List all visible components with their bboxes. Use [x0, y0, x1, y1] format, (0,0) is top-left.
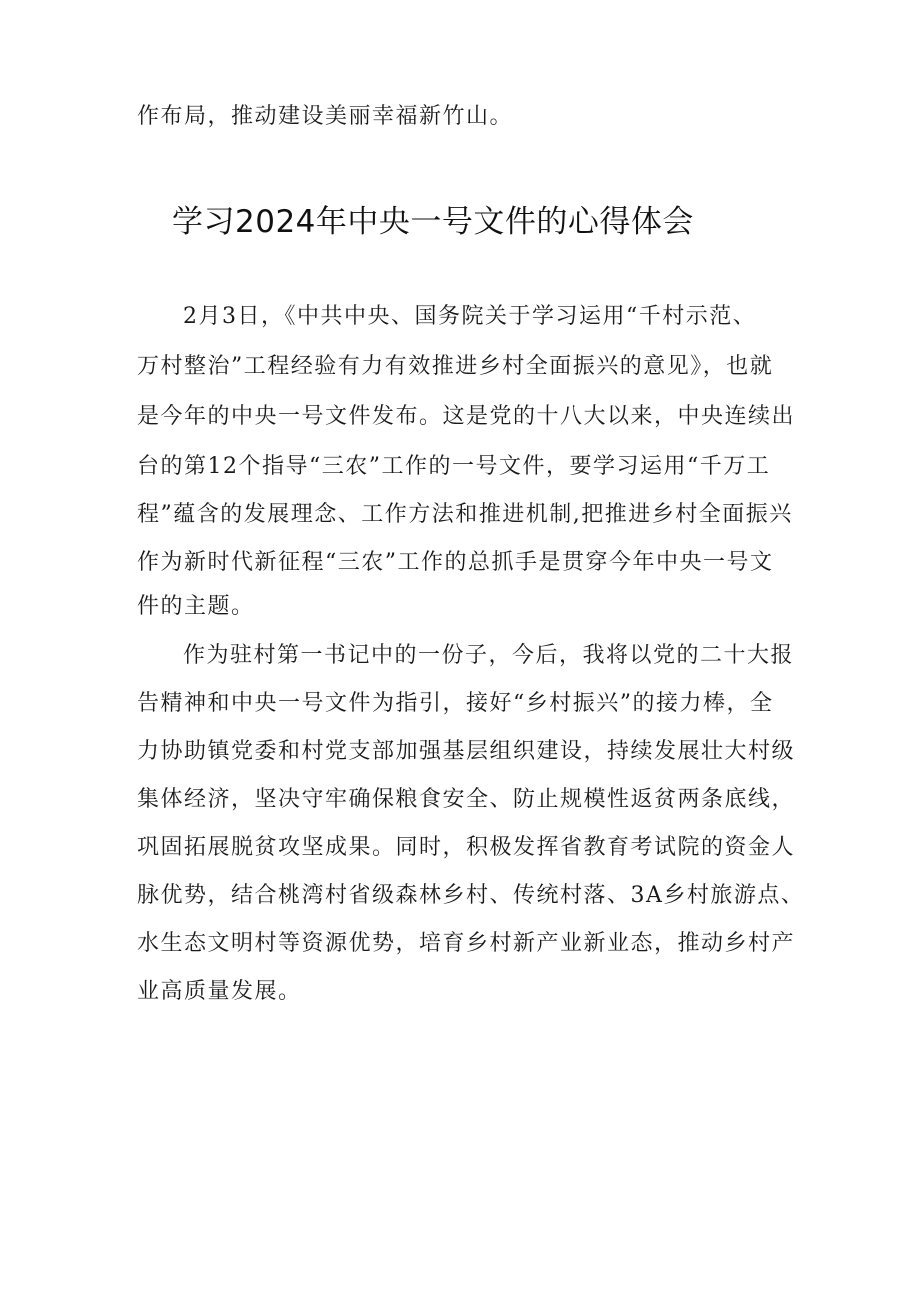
paragraph-line: 脉优势，结合桃湾村省级森林乡村、传统村落、3A乡村旅游点、 — [137, 883, 805, 908]
paragraph-line: 2月3日，《中共中央、国务院关于学习运用“千村示范、 — [183, 304, 757, 329]
paragraph-line: 件的主题。 — [137, 594, 255, 619]
paragraph-line: 力协助镇党委和村党支部加强基层组织建设，持续发展壮大村级 — [137, 739, 796, 764]
text-line-previous: 作布局，推动建设美丽幸福新竹山。 — [137, 104, 514, 129]
paragraph-line: 作为驻村第一书记中的一份子，今后，我将以党的二十大报 — [183, 643, 795, 668]
paragraph-line: 业高质量发展。 — [137, 979, 302, 1004]
paragraph-line: 是今年的中央一号文件发布。这是党的十八大以来，中央连续出 — [137, 404, 796, 429]
paragraph-line: 巩固拓展脱贫攻坚成果。同时，积极发挥省教育考试院的资金人 — [137, 835, 796, 860]
paragraph-line: 水生态文明村等资源优势，培育乡村新产业新业态，推动乡村产 — [137, 931, 796, 956]
paragraph-line: 告精神和中央一号文件为指引，接好“乡村振兴”的接力棒，全 — [137, 691, 774, 716]
paragraph-line: 集体经济，坚决守牢确保粮食安全、防止规模性返贫两条底线， — [137, 787, 796, 812]
paragraph-line: 作为新时代新征程“三农”工作的总抓手是贯穿今年中央一号文 — [137, 550, 774, 575]
article-title: 学习2024年中央一号文件的心得体会 — [172, 204, 694, 240]
paragraph-line: 台的第12个指导“三农”工作的一号文件，要学习运用“千万工 — [137, 454, 771, 479]
paragraph-line: 万村整治”工程经验有力有效推进乡村全面振兴的意见》，也就 — [137, 354, 774, 379]
paragraph-line: 程”蕴含的发展理念、工作方法和推进机制,把推进乡村全面振兴 — [137, 502, 793, 527]
